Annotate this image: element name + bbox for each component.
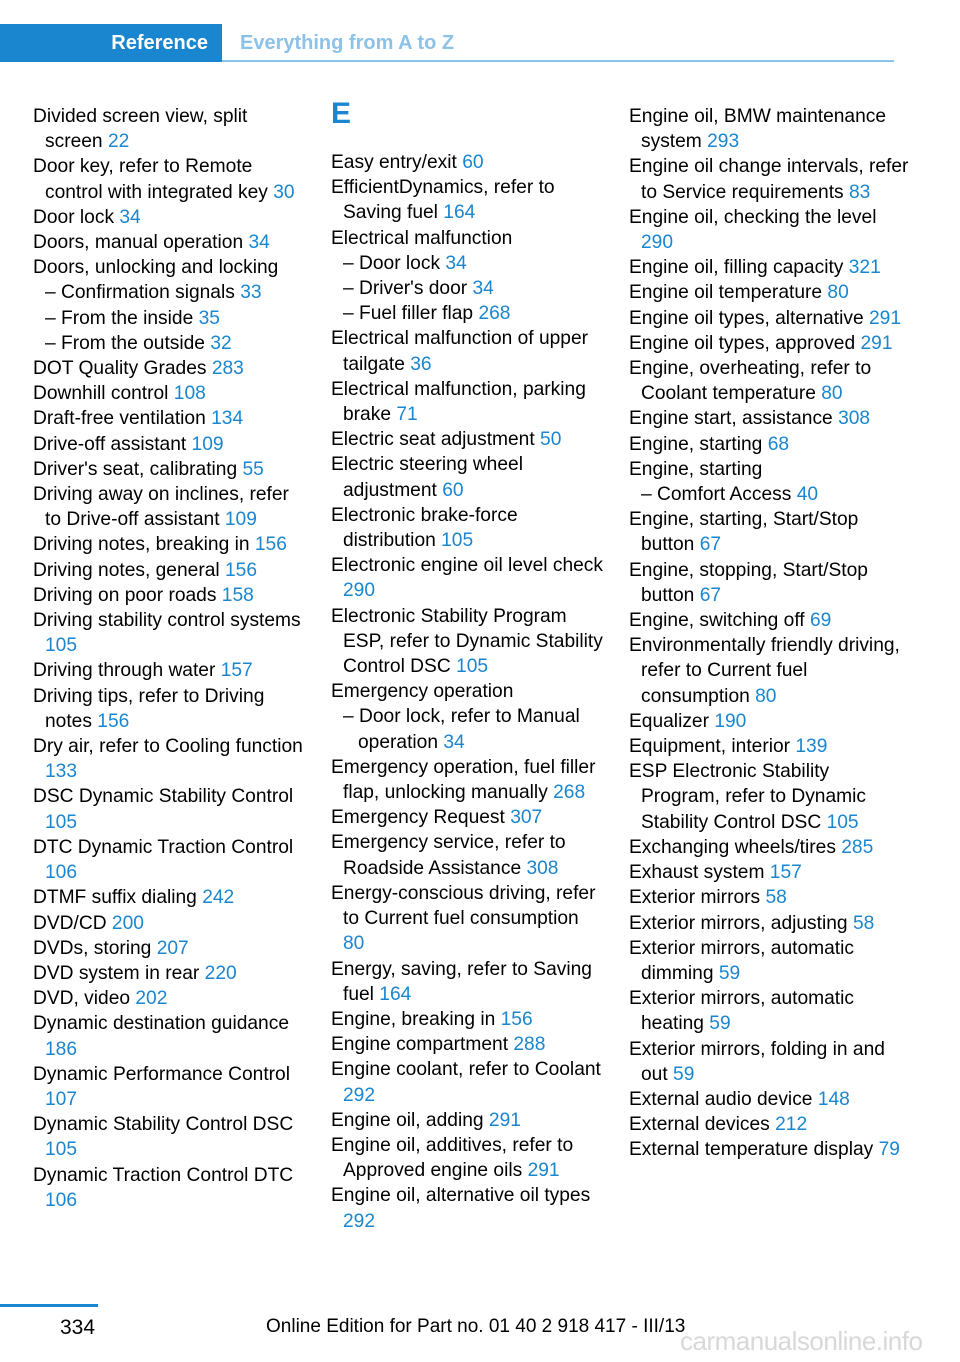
page-link[interactable]: 186 [45,1038,78,1060]
index-entry [629,860,911,885]
page-link[interactable]: 134 [211,408,244,430]
entry-text: – Comfort Access [641,484,792,506]
entry-text: Engine, overheating, refer to Coolant temperature [629,358,872,405]
index-entry [33,457,305,482]
index-entry [33,558,305,583]
page-link[interactable]: 107 [45,1088,78,1110]
page-link[interactable]: 308 [526,857,559,879]
entry-text: Dry air, refer to Cooling function [33,736,303,758]
page-link[interactable]: 292 [343,1210,376,1232]
index-entry [33,356,305,381]
entry-text: Exchanging wheels/tires [629,836,836,858]
index-entry [331,1057,603,1107]
index-entry [629,205,911,255]
page-link[interactable]: 190 [714,710,747,732]
entry-text: Exterior mirrors, automatic heating [629,988,854,1035]
index-entry [629,457,911,482]
index-entry [629,558,911,608]
page-link[interactable]: 50 [540,429,562,451]
index-entry [33,658,305,683]
entry-text: Doors, manual operation [33,232,244,254]
entry-text: Engine oil temperature [629,282,823,304]
index-entry [331,1108,603,1133]
entry-text: Door lock [33,206,115,228]
index-entry [33,255,305,280]
entry-text: DTMF suffix dialing [33,887,197,909]
entry-text: Equalizer [629,710,709,732]
entry-text: EfficientDynamics, refer to Saving fuel [331,177,555,224]
entry-text: DVD/CD [33,912,107,934]
page-link[interactable]: 30 [273,181,295,203]
page-link[interactable]: 83 [848,181,871,203]
page-link[interactable]: 22 [107,131,130,153]
index-entry [331,553,603,603]
entry-text: Engine compartment [331,1034,509,1056]
entry-text: Driving notes, breaking in [33,534,250,556]
index-entry [331,755,603,805]
entry-text: Energy, saving, refer to Saving fuel [331,958,592,1005]
entry-text: Driving through water [33,660,216,682]
index-entry [33,1011,305,1061]
footer-rule [0,1304,98,1307]
index-entry [33,961,305,986]
entry-text: – Door lock, refer to Manual operation [343,706,580,753]
index-subentry [33,331,305,356]
entry-text: Driving tips, refer to Driving notes [33,685,265,732]
entry-text: Engine oil, additives, refer to Approved engine oils [331,1134,574,1182]
edition-note: Online Edition for Part no. 01 40 2 918 417 - III/13 [266,1316,686,1337]
page-link[interactable]: 288 [513,1034,546,1056]
index-entry [33,1163,305,1213]
entry-text: Engine oil types, approved [629,332,856,354]
page-link[interactable]: 290 [343,580,376,602]
index-entry [629,608,911,633]
index-entry [331,452,603,502]
page-link[interactable]: 109 [224,509,257,531]
page-link[interactable]: 34 [248,232,270,254]
entry-text: Dynamic Performance Control [33,1063,290,1085]
index-entry [331,1032,603,1057]
entry-text: Driving notes, general [33,559,220,581]
index-entry [629,331,911,356]
entry-text: – Door lock [343,252,441,274]
index-entry [33,154,305,204]
page-link[interactable]: 79 [878,1139,900,1161]
entry-text: DVD, video [33,988,131,1010]
entry-text: Equipment, interior [629,736,791,758]
index-entry [629,734,911,759]
index-subentry [629,482,911,507]
entry-text: External temperature display [629,1139,874,1161]
index-entry [33,532,305,557]
page-link[interactable]: 67 [699,534,722,556]
index-entry [33,684,305,734]
index-entry [629,633,911,709]
page-link[interactable]: 34 [445,252,467,274]
entry-text: External audio device [629,1088,813,1110]
entry-text: Emergency operation, fuel filler flap, unlocking manually [331,756,596,804]
page-link[interactable]: 58 [852,912,875,934]
entry-text: Environmentally friendly driving, refer to Current fuel consumption [629,635,900,707]
page-link[interactable]: 60 [462,152,484,173]
entry-text: DOT Quality Grades [33,358,207,380]
page-link[interactable]: 321 [848,257,881,279]
index-entry [331,957,603,1007]
index-entry [331,226,603,251]
entry-text: Driving on poor roads [33,584,217,606]
page-link[interactable]: 292 [343,1084,376,1106]
page-link[interactable]: 106 [45,862,78,884]
page-link[interactable]: 60 [442,479,464,501]
page-link[interactable]: 69 [809,610,832,632]
index-entry [33,784,305,834]
page-link[interactable]: 207 [156,937,189,959]
page-link[interactable]: 105 [456,656,489,678]
page-link[interactable]: 158 [221,584,254,606]
index-entry [33,1062,305,1112]
page-link[interactable]: 108 [173,383,206,405]
page-link[interactable]: 133 [45,761,78,783]
page-link[interactable]: 293 [707,131,740,153]
page-link[interactable]: 156 [97,710,130,732]
page-link[interactable]: 164 [443,202,476,224]
entry-text: Driver's seat, calibrating [33,458,238,480]
page-link[interactable]: 212 [775,1114,808,1136]
page-link[interactable]: 156 [254,534,287,556]
entry-text: Dynamic Stability Control DSC [33,1114,294,1136]
index-column-1 [33,104,305,1213]
index-entry [33,432,305,457]
entry-text: Engine, breaking in [331,1008,496,1030]
entry-text: Downhill control [33,383,169,405]
entry-text: Engine oil, adding [331,1109,484,1131]
entry-text: Electrical malfunction [331,227,513,249]
index-entry [629,835,911,860]
index-entry [629,1137,911,1162]
section-letter: E [331,97,352,130]
index-entry [629,356,911,406]
index-entry [331,150,603,175]
entry-text: Divided screen view, split screen [33,106,248,153]
entry-text: Electronic engine oil level check [331,555,603,577]
page-link[interactable]: 109 [191,433,224,455]
page-link[interactable]: 283 [211,358,244,380]
page-link[interactable]: 36 [410,353,432,375]
entry-text: – From the outside [45,332,205,354]
index-entry [629,154,911,204]
entry-text: DVDs, storing [33,937,152,959]
index-entry [629,911,911,936]
entry-text: Engine oil, filling capacity [629,257,844,279]
index-entry [629,255,911,280]
page-link[interactable]: 59 [673,1063,695,1085]
entry-text: Door key, refer to Remote control with integrated key [33,156,268,203]
index-entry [629,936,911,986]
entry-text: Engine, starting [629,458,763,480]
page-link[interactable]: 59 [718,962,741,984]
page-link[interactable]: 291 [527,1160,560,1182]
watermark: carmanualsonline.info [680,1326,923,1356]
page-link[interactable]: 105 [826,811,859,833]
page-link[interactable]: 268 [553,782,586,804]
page-link[interactable]: 242 [202,887,235,909]
index-entry [331,881,603,957]
entry-text: Driving away on inclines, refer to Drive-off assistant [33,484,289,531]
entry-text: Dynamic Traction Control DTC [33,1164,294,1186]
entry-text: – Confirmation signals [45,282,235,304]
index-entry [33,911,305,936]
index-entry [331,427,603,452]
entry-text: External devices [629,1114,770,1136]
index-subentry [33,280,305,305]
entry-text: DVD system in rear [33,962,200,984]
page-link[interactable]: 71 [396,404,418,426]
index-entry [33,482,305,532]
page-link[interactable]: 80 [827,282,849,304]
subsection-tab: Everything from A to Z [240,32,455,54]
entry-text: Engine start, assistance [629,408,833,430]
entry-text: Driving stability control systems [33,610,301,632]
page-link[interactable]: 307 [510,807,543,829]
index-entry [331,604,603,680]
page-link[interactable]: 80 [755,685,777,707]
entry-text: Emergency operation [331,681,514,703]
entry-text: Engine oil, BMW maintenance system [629,106,887,153]
page-link[interactable]: 291 [869,307,902,329]
index-entry [331,830,603,880]
entry-text: – Fuel filler flap [343,303,474,325]
index-entry [331,1133,603,1183]
entry-text: Electronic brake-force distribution [331,504,518,552]
entry-text: Exterior mirrors [629,887,761,909]
index-entry [33,835,305,885]
page-link[interactable]: 33 [240,282,262,304]
index-entry [331,805,603,830]
entry-text: Engine oil, alternative oil types [331,1185,591,1207]
page-link[interactable]: 32 [210,332,232,354]
index-entry [33,583,305,608]
index-entry [629,885,911,910]
entry-text: DTC Dynamic Traction Control [33,836,294,858]
entry-text: Engine oil, checking the level [629,206,877,228]
entry-text: Emergency Request [331,807,505,829]
index-entry [629,406,911,431]
entry-text: DSC Dynamic Stability Control [33,786,294,808]
entry-text: – From the inside [45,307,194,329]
entry-text: Dynamic destination guidance [33,1013,289,1035]
page-link[interactable]: 220 [204,962,237,984]
page-link[interactable]: 34 [472,278,494,300]
entry-text: Electrical malfunction of upper tailgate [331,328,589,375]
entry-text: Engine, switching off [629,610,805,632]
index-column-2 [331,97,603,1234]
index-entry [33,1112,305,1162]
entry-text: ESP Electronic Stability Program, refer to Dynamic Stability Control DSC [629,761,866,833]
header-rule [222,60,894,62]
index-subentry [331,301,603,326]
index-entry [629,280,911,305]
page-link[interactable]: 290 [641,232,674,254]
page-link[interactable]: 164 [379,983,412,1005]
page-link[interactable]: 105 [45,635,78,657]
page-link[interactable]: 34 [443,731,465,753]
index-entry [331,679,603,704]
index-entry [629,709,911,734]
index-entry [33,205,305,230]
entry-text: Electric steering wheel adjustment [331,454,523,501]
index-entry [629,1087,911,1112]
index-entry [33,381,305,406]
index-subentry [33,306,305,331]
entry-text: Easy entry/exit [331,152,457,173]
entry-text: Engine, starting, Start/Stop button [629,509,859,556]
index-entry [629,986,911,1036]
section-tab: Reference [0,24,222,62]
page-link[interactable]: 80 [821,383,843,405]
index-entry [629,104,911,154]
index-entry [331,503,603,553]
page-link[interactable]: 68 [767,433,790,455]
page-number: 334 [60,1316,96,1339]
entry-text: Engine, starting [629,433,763,455]
page-link[interactable]: 291 [488,1109,521,1131]
index-subentry [331,276,603,301]
index-column-3 [629,104,911,1163]
entry-text: Engine oil types, alternative [629,307,864,329]
index-subentry [331,704,603,754]
page-link[interactable]: 55 [242,458,264,480]
entry-text: Exhaust system [629,862,765,884]
entry-text: Electronic Stability Program ESP, refer to Dynamic Stability Control DSC [331,605,603,678]
entry-text: Energy-conscious driving, refer to Current fuel consumption [331,882,596,930]
page-link[interactable]: 105 [45,1139,78,1161]
index-entry [629,1112,911,1137]
entry-text: Drive-off assistant [33,433,187,455]
entry-text: Exterior mirrors, folding in and out [629,1038,885,1085]
entry-text: Emergency service, refer to Roadside Assistance [331,832,566,879]
index-entry [331,377,603,427]
entry-text: Electrical malfunction, parking brake [331,378,586,426]
entry-text: Exterior mirrors, adjusting [629,912,848,934]
page-link[interactable]: 148 [817,1088,850,1110]
entry-text: Engine, stopping, Start/Stop button [629,559,868,606]
page-link[interactable]: 80 [343,933,365,955]
entry-text: Engine coolant, refer to Coolant [331,1059,601,1081]
page-link[interactable]: 106 [45,1189,78,1211]
entry-text: – Driver's door [343,278,468,300]
index-entry [331,175,603,225]
entry-text: Engine oil change intervals, refer to Service requirements [629,156,909,203]
page-link[interactable]: 59 [709,1013,731,1035]
index-entry [629,507,911,557]
index-entry [33,230,305,255]
page-link[interactable]: 105 [441,530,474,552]
index-entry [33,608,305,658]
index-entry [33,885,305,910]
entry-text: Draft-free ventilation [33,408,206,430]
page-header [0,0,960,64]
page-link[interactable]: 34 [119,206,141,228]
index-entry [33,986,305,1011]
index-entry [331,326,603,376]
entry-text: Doors, unlocking and locking [33,257,279,279]
index-entry [331,1183,603,1233]
page-link[interactable]: 156 [225,559,258,581]
index-entry [33,936,305,961]
index-entry [629,432,911,457]
page-link[interactable]: 200 [111,912,144,934]
page-link[interactable]: 67 [699,584,722,606]
index-entry [331,1007,603,1032]
index-entry [629,306,911,331]
index-entry [629,759,911,835]
index-entry [33,734,305,784]
page-link[interactable]: 105 [45,811,78,833]
page-link[interactable]: 139 [795,736,828,758]
index-entry [629,1037,911,1087]
page-link[interactable]: 58 [765,887,787,909]
page-link[interactable]: 291 [860,332,893,354]
page-link[interactable]: 40 [796,484,819,506]
page-link[interactable]: 35 [198,307,220,329]
index-entry [33,406,305,431]
page-link[interactable]: 202 [135,988,168,1010]
page-link[interactable]: 157 [220,660,253,682]
page-link[interactable]: 157 [769,862,802,884]
entry-text: Electric seat adjustment [331,429,535,451]
page-link[interactable]: 156 [500,1008,533,1030]
entry-text: Exterior mirrors, automatic dimming [629,937,854,984]
page-link[interactable]: 268 [478,303,511,325]
index-subentry [331,251,603,276]
page-link[interactable]: 285 [841,836,874,858]
index-entry [33,104,305,154]
page-link[interactable]: 308 [838,408,871,430]
